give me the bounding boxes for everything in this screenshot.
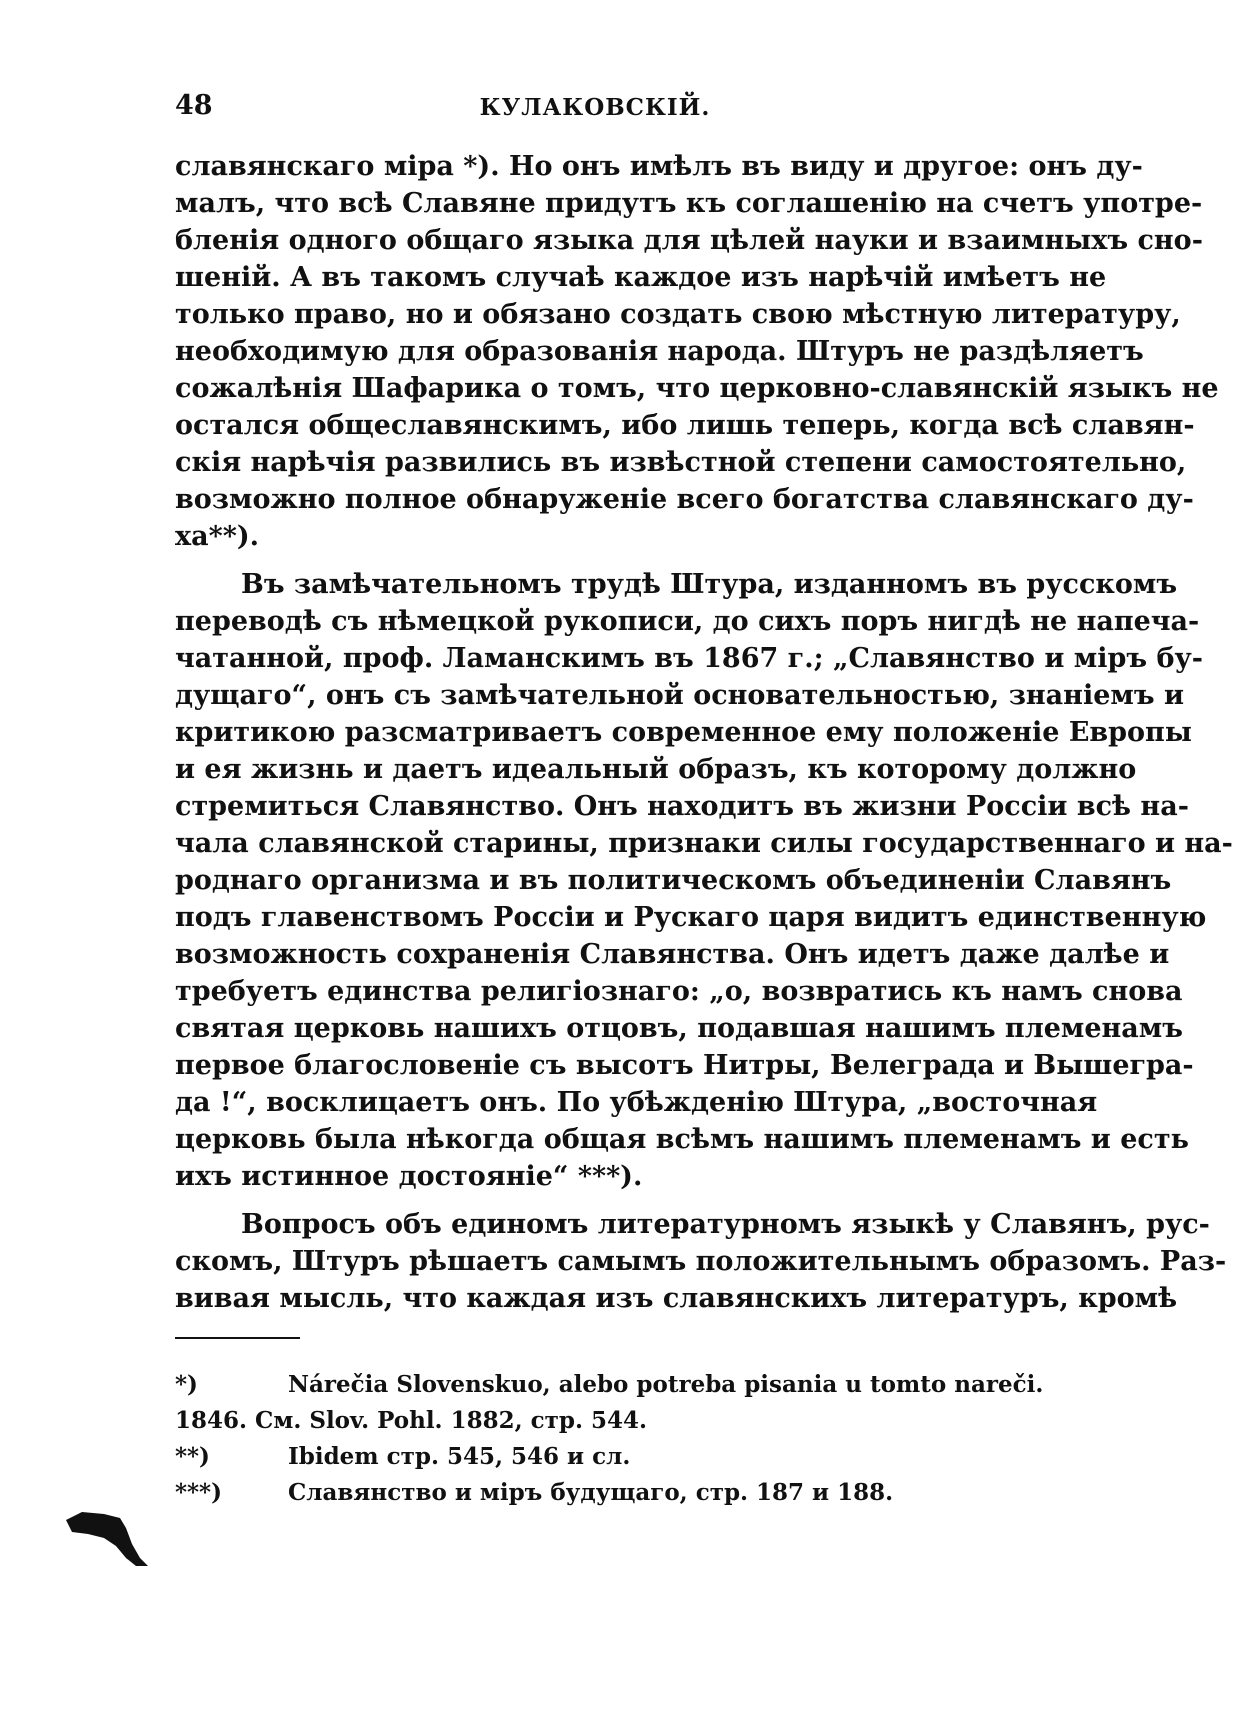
text-line: бленія одного общаго языка для цѣлей науки и взаимныхъ сно- (175, 225, 1203, 256)
text-line: святая церковь нашихъ отцовъ, подавшая нашимъ племенамъ (175, 1013, 1183, 1044)
text-line: ихъ истинное достояніе“ ***). (175, 1161, 643, 1192)
text-line: чатанной, проф. Ламанскимъ въ 1867 г.; „Славянство и міръ бу- (175, 643, 1203, 674)
running-title: КУЛАКОВСКІЙ. (479, 94, 711, 121)
footnote (175, 1367, 1044, 1403)
text-line: возможность сохраненія Славянства. Онъ идетъ даже далѣе и (175, 939, 1170, 970)
text-line: подъ главенствомъ Россіи и Рускаго царя видитъ единственную (175, 902, 1207, 933)
text-line: церковь была нѣкогда общая всѣмъ нашимъ племенамъ и есть (175, 1124, 1189, 1155)
footnote-text: 1846. См. Slov. Pohl. 1882, стр. 544. (175, 1407, 647, 1434)
text-line: скомъ, Штуръ рѣшаетъ самымъ положительнымъ образомъ. Раз- (175, 1246, 1227, 1277)
text-line: роднаго организма и въ политическомъ объединеніи Славянъ (175, 865, 1172, 896)
footnote-marker: **) (175, 1443, 210, 1470)
footnote (175, 1475, 1015, 1511)
page-number: 48 (175, 90, 213, 121)
text-line: и ея жизнь и даетъ идеальный образъ, къ которому должно (175, 754, 1137, 785)
text-line: скія нарѣчія развились въ извѣстной степени самостоятельно, (175, 447, 1187, 478)
text-line: малъ, что всѣ Славяне придутъ къ соглашенію на счетъ употре- (175, 188, 1203, 219)
text-line: только право, но и обязано создать свою мѣстную литературу, (175, 299, 1181, 330)
footnote-rule (175, 1337, 300, 1339)
footnote-text: Ibidem стр. 545, 546 и сл. (288, 1443, 631, 1470)
text-line: переводѣ съ нѣмецкой рукописи, до сихъ поръ нигдѣ не напеча- (175, 606, 1200, 637)
text-line: требуетъ единства религіознаго: „о, возвратись къ намъ снова (175, 976, 1183, 1007)
footnote-marker: ***) (175, 1479, 222, 1506)
text-line: возможно полное обнаруженіе всего богатства славянскаго ду- (175, 484, 1194, 515)
footnote-text: Nárečia Slovenskuo, alebo potreba pisania u tomto nareči. (288, 1371, 1044, 1398)
paragraph-start: Вопросъ объ единомъ литературномъ языкѣ у Славянъ, рус- (241, 1209, 1210, 1240)
text-line: остался общеславянскимъ, ибо лишь теперь, когда всѣ славян- (175, 410, 1195, 441)
text-line: славянскаго міра *). Но онъ имѣлъ въ виду и другое: онъ ду- (175, 151, 1143, 182)
page-header (175, 90, 1015, 124)
footnote-continuation (175, 1403, 1015, 1439)
body-text (175, 148, 1233, 1317)
ink-blot (64, 1508, 154, 1568)
footnote-text: Славянство и міръ будущаго, стр. 187 и 188. (288, 1479, 894, 1506)
footnote-marker: *) (175, 1371, 198, 1398)
text-line: стремиться Славянство. Онъ находитъ въ жизни Россіи всѣ на- (175, 791, 1189, 822)
text-line: ха**). (175, 521, 260, 552)
text-line: сожалѣнія Шафарика о томъ, что церковно-славянскій языкъ не (175, 373, 1219, 404)
text-line: критикою разсматриваетъ современное ему положеніе Европы (175, 717, 1192, 748)
text-line: дущаго“, онъ съ замѣчательной основательностью, знаніемъ и (175, 680, 1184, 711)
footnote (175, 1439, 1015, 1475)
text-line: первое благословеніе съ высотъ Нитры, Велеграда и Вышегра- (175, 1050, 1194, 1081)
footnotes (175, 1367, 1044, 1511)
paragraph-start: Въ замѣчательномъ трудѣ Штура, изданномъ въ русскомъ (241, 569, 1178, 600)
text-line: шеній. А въ такомъ случаѣ каждое изъ нарѣчій имѣетъ не (175, 262, 1107, 293)
text-line: да !“, восклицаетъ онъ. По убѣжденію Штура, „восточная (175, 1087, 1098, 1118)
text-line: необходимую для образованія народа. Штуръ не раздѣляетъ (175, 336, 1144, 367)
text-line: вивая мысль, что каждая изъ славянскихъ литературъ, кромѣ (175, 1283, 1178, 1314)
text-line: чала славянской старины, признаки силы государственнаго и на- (175, 828, 1233, 859)
